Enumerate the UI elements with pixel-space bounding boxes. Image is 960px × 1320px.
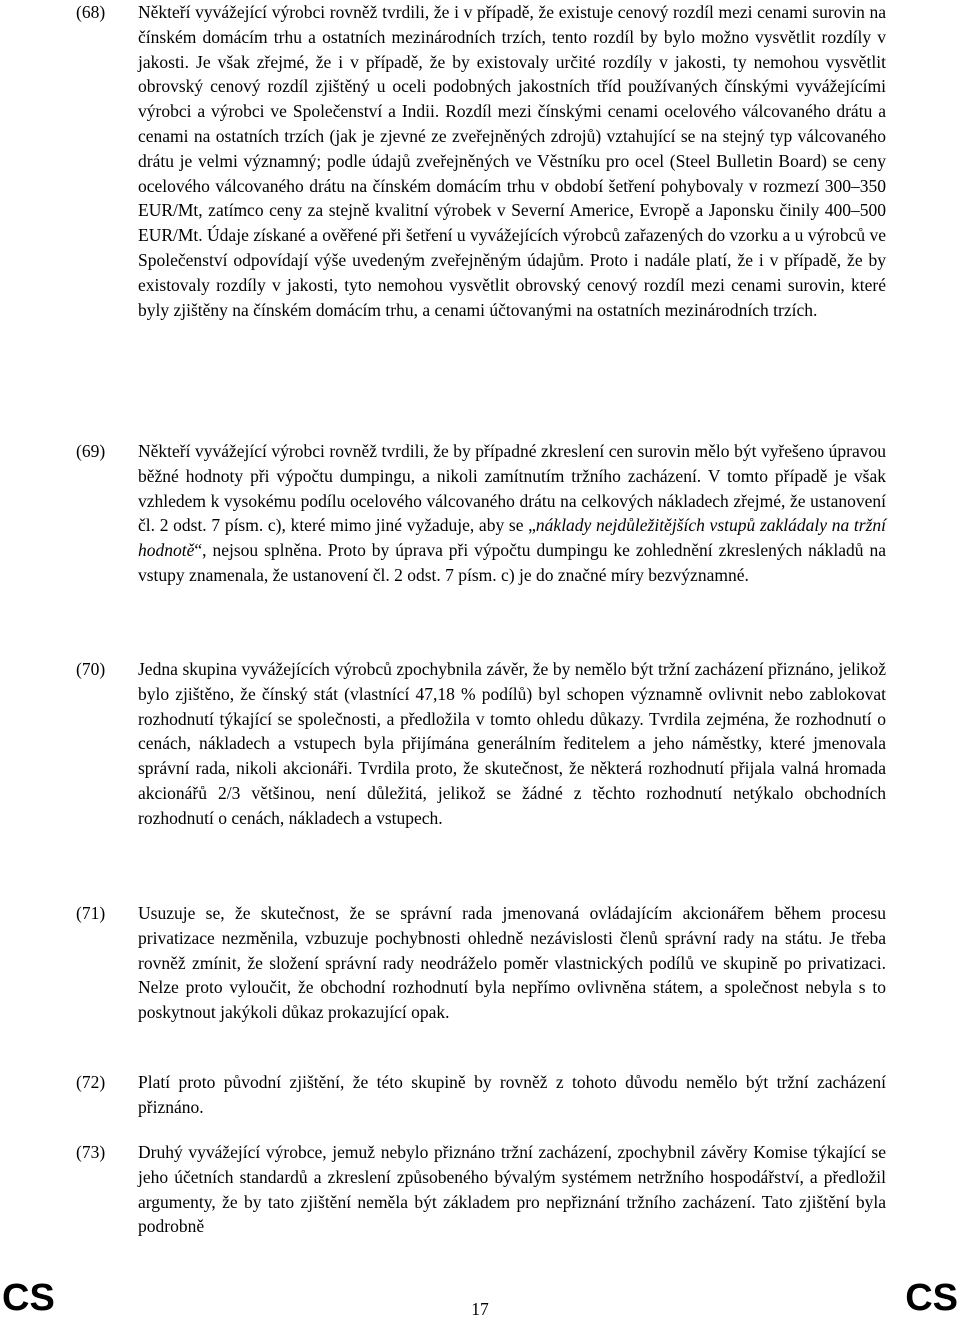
quoted-italic-text: náklady nejdůležitějších vstupů zakládaly na tržní hodnotě [138,515,886,561]
paragraph-text: Jedna skupina vyvážejících výrobců zpochybnila závěr, že by nemělo být tržní zacházení přiznáno, jelikož bylo zjištěno, že čínský stát (vlastnící 47,18 % podílů) byl schopen významně ovlivnit nebo zablokovat rozhodnutí týkající se společnosti, a předložila v tomto ohledu důkazy. Tvrdila zejména, že rozhodnutí o cenách, nákladech a vstupech byla přijímána generálním ředitelem a jeho náměstky, které jmenovala správní rada, nikoli akcionáři. Tvrdila proto, že skutečnost, že některá rozhodnutí přijala valná hromada akcionářů 2/3 většinou, není důležitá, jelikož se žádné z těchto rozhodnutí netýkalo obchodních rozhodnutí o cenách, nákladech a vstupech. [138,659,886,828]
paragraph-number: (73) [76,1142,106,1162]
paragraph-text-before: Někteří vyvážející výrobci rovněž tvrdili, že by případné zkreslení cen surovin mělo být vyřešeno úpravou běžné hodnoty při výpočtu dumpingu, a nikoli zamítnutím tržního zacházení. V tomto případě je však vzhledem k vysokému podílu ocelového válcovaného drátu na celkových nákladech zřejmé, že ustanovení čl. 2 odst. 7 písm. c), které mimo jiné vyžaduje, aby se „ [138,441,886,536]
paragraph-text: Druhý vyvážející výrobce, jemuž nebylo přiznáno tržní zacházení, zpochybnil závěry Komise týkající se jeho účetních standardů a zkreslení způsobeného bývalým systémem netržního hospodářství, a předložil argumenty, že by tato zjištění neměla být základem pro nepřiznání tržního zacházení. Tato zjištění byla podrobně [138,1142,886,1237]
paragraph-number: (68) [76,2,106,22]
footer-language-code-right: CS [905,1277,958,1319]
paragraph-text-after: “, nejsou splněna. Proto by úprava při výpočtu dumpingu ke zohlednění zkreslených nákladů na vstupy znamenala, že ustanovení čl. 2 odst. 7 písm. c) je do značné míry bezvýznamné. [138,540,886,585]
paragraph-text [138,439,886,588]
paragraph-text: Platí proto původní zjištění, že této skupině by rovněž z tohoto důvodu nemělo být tržní zacházení přiznáno. [138,1072,886,1117]
paragraph-text: Někteří vyvážející výrobci rovněž tvrdili, že i v případě, že existuje cenový rozdíl mezi cenami surovin na čínském domácím trhu a ostatních mezinárodních trzích, tento rozdíl by bylo možno vysvětlit rozdíly v jakosti. Je však zřejmé, že i v případě, že by existovaly určité rozdíly v jakosti, ty nemohou vysvětlit obrovský cenový rozdíl zjištěný u oceli podobných jakostních tříd používaných čínskými vyvážejícími výrobci a výrobci ve Společenství a Indii. Rozdíl mezi čínskými cenami ocelového válcovaného drátu a cenami na ostatních trzích (jak je zjevné ze zveřejněných zdrojů) vztahující se na stejný typ válcovaného drátu je velmi významný; podle údajů zveřejněných ve Věstníku pro ocel (Steel Bulletin Board) se ceny ocelového válcovaného drátu na čínském domácím trhu v období šetření pohybovaly v rozmezí 300–350 EUR/Mt, zatímco ceny za stejně kvalitní výrobek v Severní Americe, Evropě a Japonsku činily 400–500 EUR/Mt. Údaje získané a ověřené při šetření u vyvážejících výrobců zařazených do vzorku a u výrobců ve Společenství odpovídají výše uvedeným zveřejněným údajům. Proto i nadále platí, že i v případě, že by existovaly rozdíly v jakosti, tyto nemohou vysvětlit obrovský cenový rozdíl mezi cenami surovin, které byly zjištěny na čínském domácím trhu, a cenami účtovanými na ostatních mezinárodních trzích. [138,2,886,320]
paragraph-number: (70) [76,659,106,679]
paragraph-number: (71) [76,903,106,923]
footer-language-code-left: CS [2,1277,55,1319]
paragraph-text: Usuzuje se, že skutečnost, že se správní rada jmenovaná ovládajícím akcionářem během procesu privatizace nezměnila, vzbuzuje pochybnosti ohledně nezávislosti členů správní rady na státu. Je třeba rovněž zmínit, že složení správní rady neodráželo poměr vlastnických podílů ve skupině po privatizaci. Nelze proto vyloučit, že obchodní rozhodnutí byla nepřímo ovlivněna státem, a společnost nebyla s to poskytnout jakýkoli důkaz prokazující opak. [138,903,886,1023]
paragraph-number: (69) [76,441,106,461]
paragraph-number: (72) [76,1072,106,1092]
page-number: 17 [471,1299,489,1319]
